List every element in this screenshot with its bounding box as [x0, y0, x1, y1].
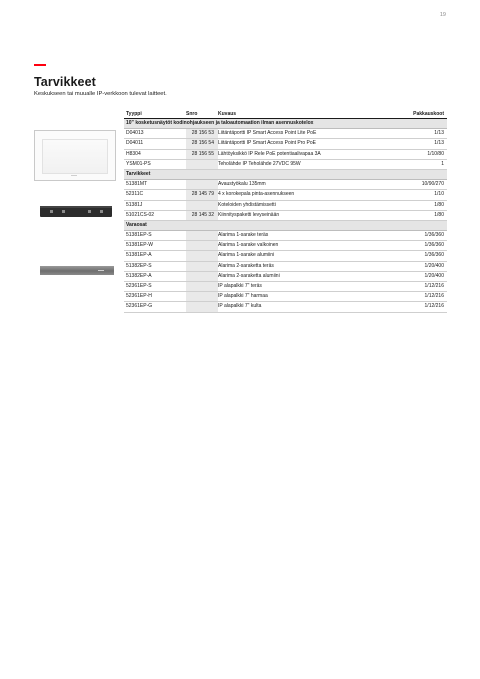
product-code: 52361EP-S	[126, 283, 152, 289]
product-code: H8304	[126, 150, 141, 157]
product-description: Kiinnityspaketti levyseinään	[218, 211, 280, 218]
touch-panel-image	[34, 130, 116, 181]
pack-sizes: 1/20/400	[424, 262, 444, 269]
product-description: Liitäntäportti IP Smart Access Point Lite PoE	[218, 130, 317, 137]
product-code: 51381EP-A	[126, 252, 152, 259]
product-description: Liitäntäportti IP Smart Access Point Pro PoE	[218, 140, 317, 147]
product-description: IP alapalkki 7" teräs	[218, 283, 262, 289]
pack-sizes: 1/13	[434, 130, 444, 137]
pack-sizes: 1/10/80	[427, 150, 444, 157]
product-snro: 28 156 53	[191, 130, 214, 137]
pack-sizes: 1/80	[434, 211, 444, 218]
pack-sizes: 1/13	[434, 140, 444, 147]
product-snro: 28 145 32	[191, 211, 214, 218]
section-title: Varaosat	[126, 221, 147, 228]
table-row	[124, 251, 447, 261]
table-row	[124, 211, 447, 221]
section-header	[124, 119, 447, 129]
product-description: Lähtöyksikkö IP Rele PoE potentiaalivapaa 3A	[218, 150, 321, 157]
section-header	[124, 170, 447, 180]
product-snro: 28 156 54	[191, 140, 214, 147]
table-row	[124, 129, 447, 139]
product-code: 52361EP-G	[126, 303, 153, 310]
table-row	[124, 160, 447, 170]
product-code: 51381J	[126, 201, 143, 208]
product-code: 51381EP-W	[126, 242, 153, 249]
pack-sizes: 1/10	[434, 191, 444, 198]
header-snro: Snro	[186, 111, 198, 117]
product-description: Koteloiden yhdistämissetti	[218, 201, 276, 208]
product-table	[124, 110, 447, 313]
pack-sizes: 1/36/360	[424, 232, 444, 239]
page-number: 19	[439, 12, 446, 18]
product-description: 4 x korokepala pinta-asennukseen	[218, 191, 295, 198]
table-row	[124, 241, 447, 251]
table-row	[124, 190, 447, 200]
section-title: Tarvikkeet	[126, 170, 151, 177]
table-header	[124, 110, 447, 119]
product-code: 52311C	[126, 191, 144, 198]
product-description: IP alapalkki 7" harmaa	[218, 293, 268, 300]
mounting-rail-image	[40, 206, 112, 217]
product-code: 51021CS-02	[126, 211, 155, 218]
pack-sizes: 1	[441, 160, 444, 167]
product-description: Alarima 1-sarake alumiini	[218, 252, 275, 259]
table-row	[124, 231, 447, 241]
product-snro: 28 145 79	[191, 191, 214, 198]
table-row	[124, 150, 447, 160]
table-row	[124, 302, 447, 312]
table-row	[124, 139, 447, 149]
table-row	[124, 201, 447, 211]
product-code: 51382EP-S	[126, 262, 152, 269]
section-title: 10" kosketusnäytöt kodinohjaukseen ja taloautomaation ilman asennuskotelox	[126, 120, 314, 126]
table-row	[124, 262, 447, 272]
pack-sizes: 1/12/216	[424, 283, 444, 289]
product-snro: 28 156 55	[191, 150, 214, 157]
product-description: Avaustyökalu 135mm	[218, 181, 266, 188]
header-desc: Kuvaus	[218, 111, 237, 117]
page-subtitle: Keskukseen tai muualle IP-verkkoon tulevat laitteet.	[34, 91, 167, 97]
product-description: Alarima 1-sarake valkoinen	[218, 242, 279, 249]
table-row	[124, 180, 447, 190]
product-description: IP alapalkki 7" kulta	[218, 303, 262, 310]
header-code: Tyyppi	[126, 111, 142, 117]
product-code: 51381MT	[126, 181, 148, 188]
pack-sizes: 1/36/360	[424, 252, 444, 259]
bottom-frame-image	[40, 266, 114, 275]
product-description: Alarima 2-saraketta teräs	[218, 262, 274, 269]
product-code: YSM01-PS	[126, 160, 151, 167]
page-title: Tarvikkeet	[34, 75, 96, 89]
product-description: Alarima 1-sarake teräs	[218, 232, 269, 239]
table-row	[124, 282, 447, 292]
pack-sizes: 10/90/270	[421, 181, 444, 188]
pack-sizes: 1/20/400	[424, 272, 444, 279]
header-pack: Pakkauskoot	[413, 111, 444, 117]
product-description: Alarima 2-saraketta alumiini	[218, 272, 280, 279]
product-code: 52361EP-H	[126, 293, 152, 300]
table-row	[124, 292, 447, 302]
pack-sizes: 1/12/216	[424, 303, 444, 310]
pack-sizes: 1/12/216	[424, 293, 444, 300]
product-code: D04011	[126, 140, 144, 147]
table-row	[124, 272, 447, 282]
pack-sizes: 1/80	[434, 201, 444, 208]
section-header	[124, 221, 447, 231]
product-code: D04013	[126, 130, 144, 137]
product-description: Teholähde IP Teholähde 27VDC 95W	[218, 160, 301, 167]
accent-bar	[34, 64, 46, 66]
product-code: 51381EP-S	[126, 232, 152, 239]
pack-sizes: 1/36/360	[424, 242, 444, 249]
product-code: 51382EP-A	[126, 272, 152, 279]
